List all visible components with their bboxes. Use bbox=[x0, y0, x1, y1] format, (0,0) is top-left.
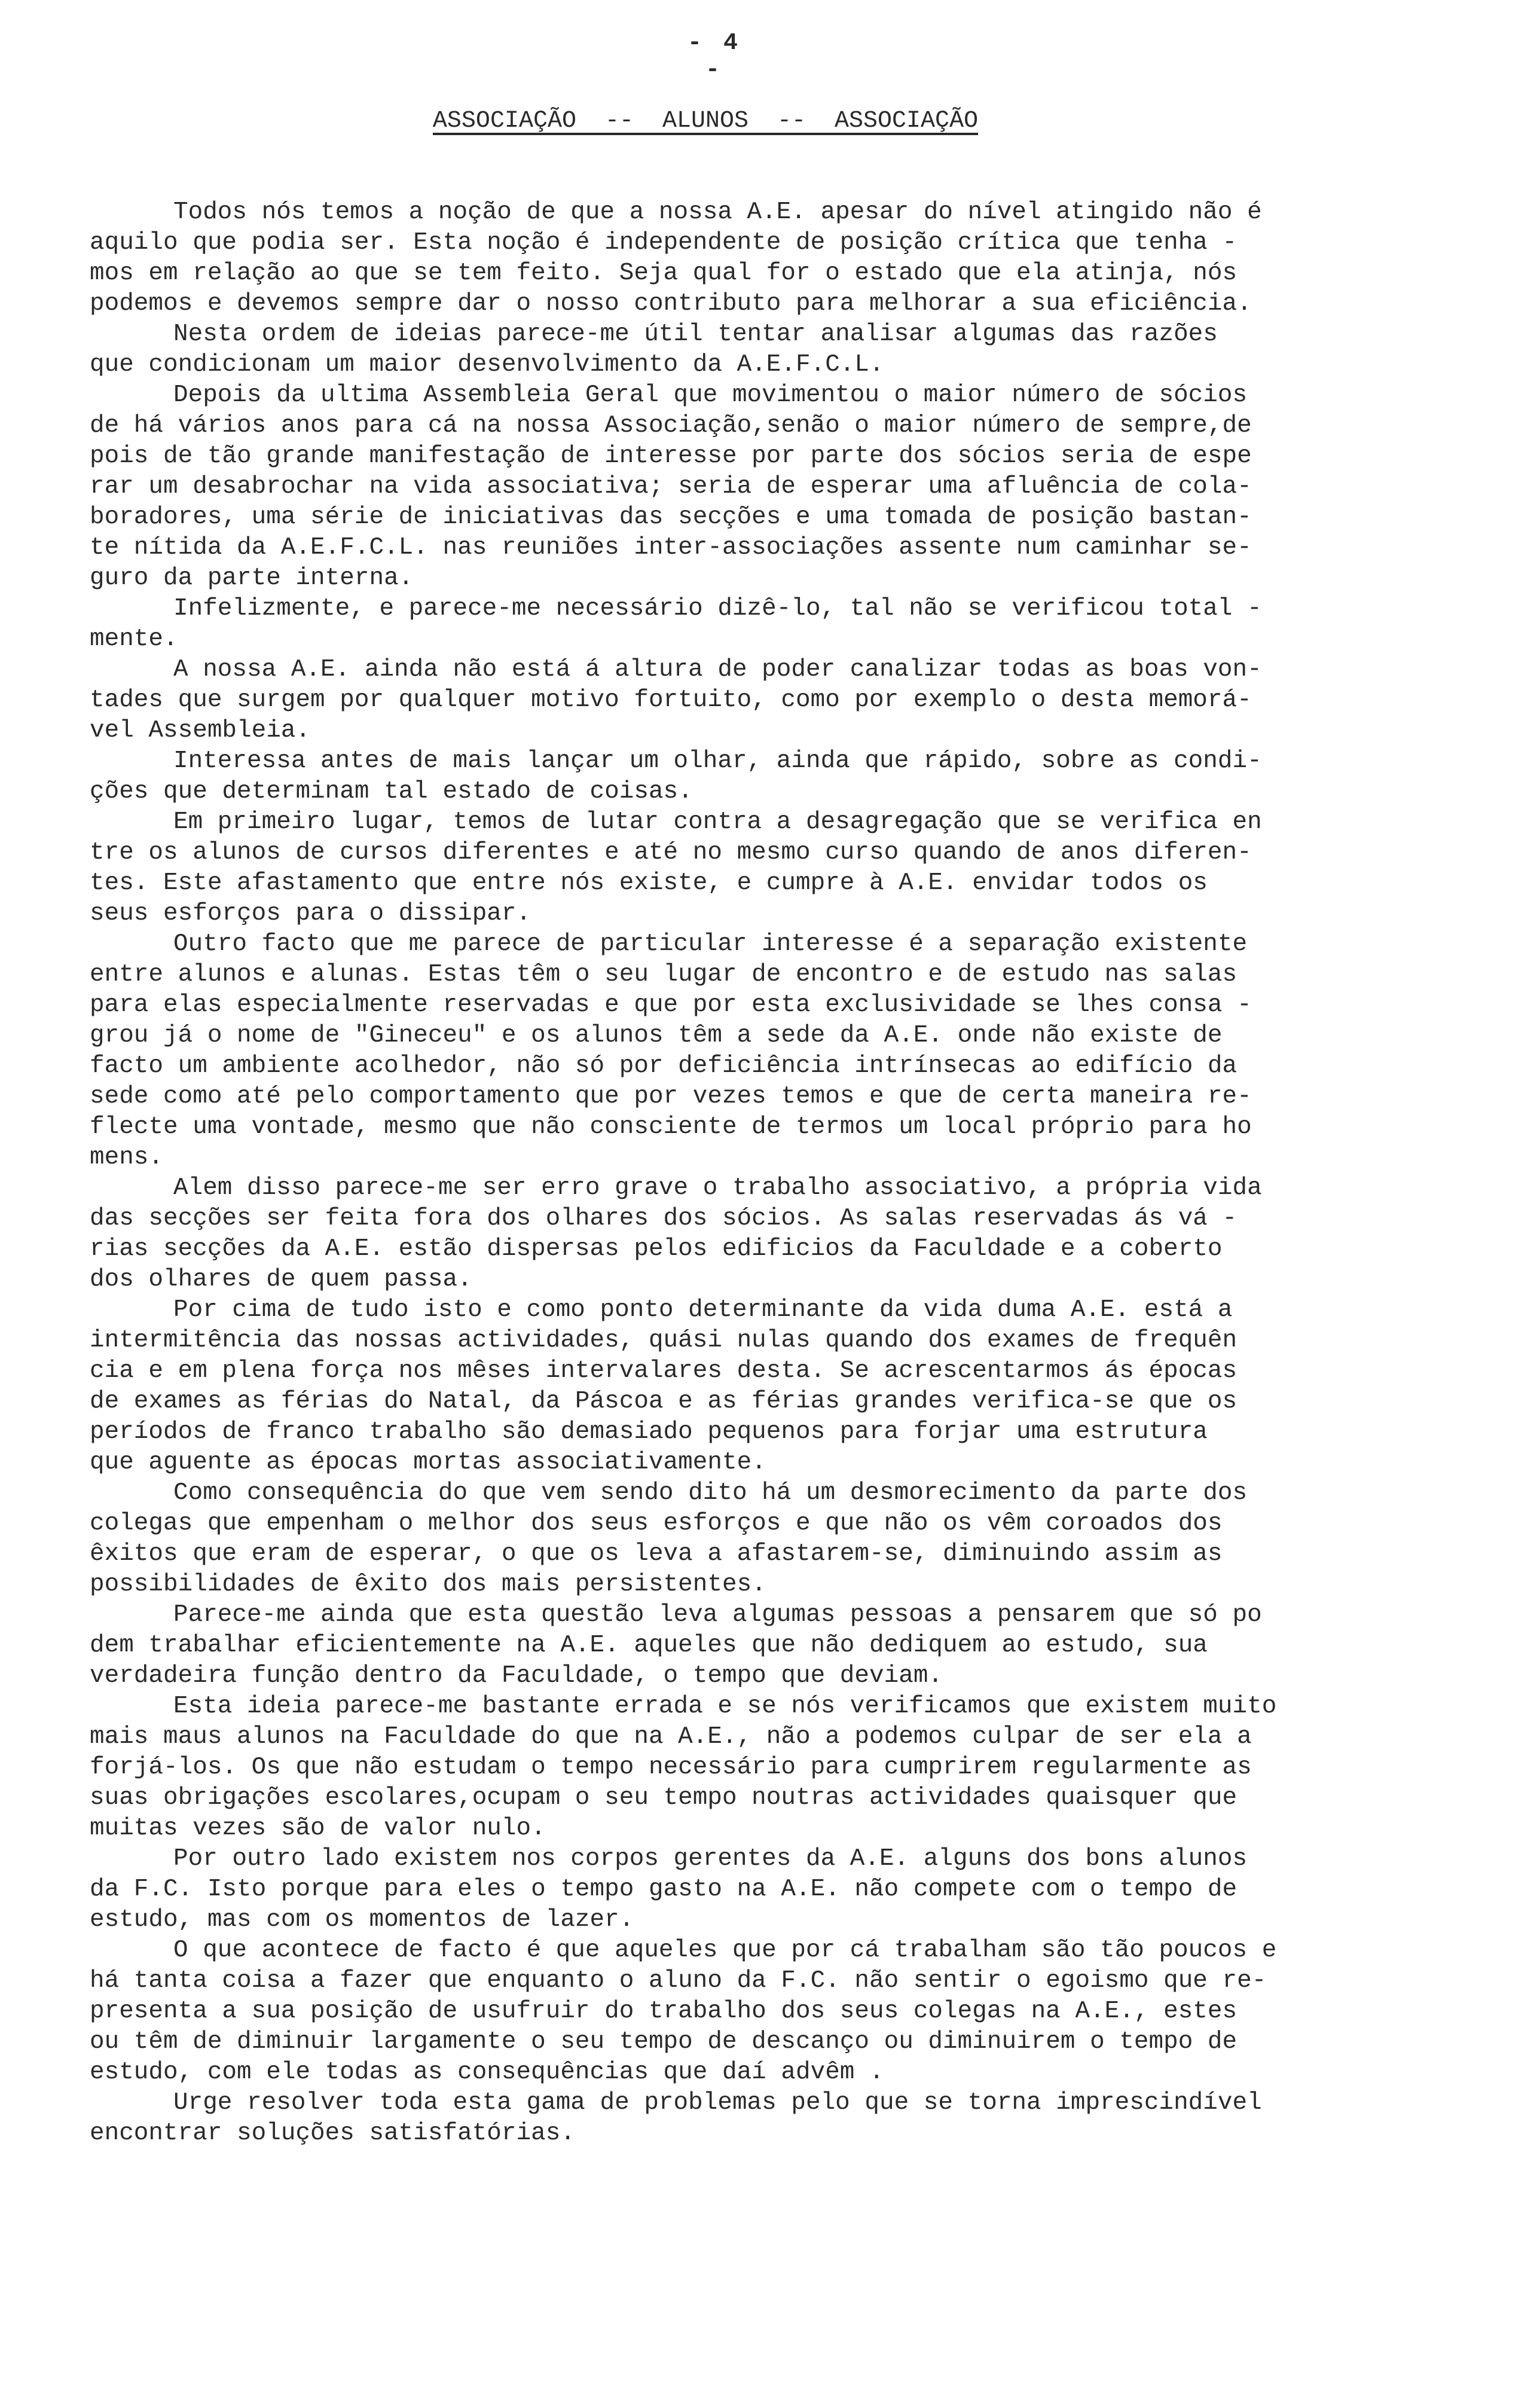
text-line: pois de tão grande manifestação de interesse por parte dos sócios seria de espe bbox=[90, 442, 1252, 470]
text-line: A nossa A.E. ainda não está á altura de poder canalizar todas as boas von- bbox=[173, 656, 1262, 683]
text-line: mais maus alunos na Faculdade do que na A.E., não a podemos culpar de ser ela a bbox=[90, 1723, 1252, 1751]
text-line: Outro facto que me parece de particular interesse é a separação existente bbox=[173, 930, 1248, 958]
text-line: possibilidades de êxito dos mais persistentes. bbox=[90, 1571, 766, 1598]
text-line: podemos e devemos sempre dar o nosso contributo para melhorar a sua eficiência. bbox=[90, 290, 1252, 317]
page-number: - 4 - bbox=[687, 30, 741, 84]
text-line: que condicionam um maior desenvolvimento da A.E.F.C.L. bbox=[90, 351, 884, 378]
text-line: facto um ambiente acolhedor, não só por deficiência intrínsecas ao edifício da bbox=[90, 1052, 1238, 1080]
text-line: flecte uma vontade, mesmo que não consciente de termos um local próprio para ho bbox=[90, 1113, 1252, 1141]
text-line: Depois da ultima Assembleia Geral que movimentou o maior número de sócios bbox=[173, 381, 1248, 409]
text-line: Urge resolver toda esta gama de problemas pelo que se torna imprescindível bbox=[173, 2089, 1262, 2117]
text-line: suas obrigações escolares,ocupam o seu tempo noutras actividades quaisquer que bbox=[90, 1784, 1238, 1812]
text-line: estudo, mas com os momentos de lazer. bbox=[90, 1906, 634, 1934]
text-line: dos olhares de quem passa. bbox=[90, 1266, 472, 1293]
text-line: tre os alunos de cursos diferentes e até no mesmo curso quando de anos diferen- bbox=[90, 839, 1252, 866]
text-line: te nítida da A.E.F.C.L. nas reuniões inter-associações assente num caminhar se- bbox=[90, 534, 1252, 561]
text-line: aquilo que podia ser. Esta noção é independente de posição crítica que tenha - bbox=[90, 229, 1238, 256]
text-line: intermitência das nossas actividades, quási nulas quando dos exames de frequên bbox=[90, 1327, 1238, 1354]
text-line: Nesta ordem de ideias parece-me útil tentar analisar algumas das razões bbox=[173, 320, 1218, 348]
text-line: verdadeira função dentro da Faculdade, o tempo que deviam. bbox=[90, 1662, 943, 1690]
text-line: O que acontece de facto é que aqueles que por cá trabalham são tão poucos e bbox=[173, 1937, 1277, 1964]
document-title: ASSOCIAÇÃO -- ALUNOS -- ASSOCIAÇÃO bbox=[432, 108, 979, 135]
text-line: rar um desabrochar na vida associativa; seria de esperar uma afluência de cola- bbox=[90, 473, 1252, 500]
text-line: dem trabalhar eficientemente na A.E. aqueles que não dediquem ao estudo, sua bbox=[90, 1632, 1208, 1659]
text-line: períodos de franco trabalho são demasiado pequenos para forjar uma estrutura bbox=[90, 1418, 1208, 1446]
text-line: Parece-me ainda que esta questão leva algumas pessoas a pensarem que só po bbox=[173, 1601, 1262, 1629]
text-line: Esta ideia parece-me bastante errada e se nós verificamos que existem muito bbox=[173, 1693, 1277, 1720]
text-line: das secções ser feita fora dos olhares dos sócios. As salas reservadas ás vá - bbox=[90, 1205, 1238, 1232]
text-line: estudo, com ele todas as consequências que daí advêm . bbox=[90, 2059, 884, 2086]
text-line: guro da parte interna. bbox=[90, 564, 414, 592]
text-line: êxitos que eram de esperar, o que os leva a afastarem-se, diminuindo assim as bbox=[90, 1540, 1223, 1568]
text-line: entre alunos e alunas. Estas têm o seu lugar de encontro e de estudo nas salas bbox=[90, 961, 1238, 988]
text-line: forjá-los. Os que não estudam o tempo necessário para cumprirem regularmente as bbox=[90, 1754, 1252, 1781]
text-line: colegas que empenham o melhor dos seus esforços e que não os vêm coroados dos bbox=[90, 1510, 1223, 1537]
text-line: rias secções da A.E. estão dispersas pelos edificios da Faculdade e a coberto bbox=[90, 1235, 1223, 1263]
text-line: tes. Este afastamento que entre nós existe, e cumpre à A.E. envidar todos os bbox=[90, 869, 1208, 897]
text-line: Interessa antes de mais lançar um olhar, ainda que rápido, sobre as condi- bbox=[173, 747, 1262, 775]
text-line: ções que determinam tal estado de coisas. bbox=[90, 778, 693, 805]
text-line: Como consequência do que vem sendo dito há um desmorecimento da parte dos bbox=[173, 1479, 1248, 1507]
text-line: mente. bbox=[90, 625, 178, 653]
text-line: presenta a sua posição de usufruir do trabalho dos seus colegas na A.E., estes bbox=[90, 1998, 1238, 2025]
text-line: que aguente as épocas mortas associativamente. bbox=[90, 1449, 766, 1476]
text-line: tades que surgem por qualquer motivo fortuito, como por exemplo o desta memorá- bbox=[90, 686, 1252, 714]
text-line: para elas especialmente reservadas e que por esta exclusividade se lhes consa - bbox=[90, 991, 1252, 1019]
text-line: cia e em plena força nos mêses intervalares desta. Se acrescentarmos ás épocas bbox=[90, 1357, 1238, 1385]
text-line: mens. bbox=[90, 1144, 164, 1171]
text-line: vel Assembleia. bbox=[90, 717, 311, 744]
text-line: Por cima de tudo isto e como ponto determinante da vida duma A.E. está a bbox=[173, 1296, 1233, 1324]
text-line: Todos nós temos a noção de que a nossa A.E. apesar do nível atingido não é bbox=[173, 198, 1262, 226]
text-line: de há vários anos para cá na nossa Associação,senão o maior número de sempre,de bbox=[90, 412, 1252, 439]
text-line: ou têm de diminuir largamente o seu tempo de descanço ou diminuirem o tempo de bbox=[90, 2028, 1238, 2056]
text-line: Infelizmente, e parece-me necessário dizê-lo, tal não se verificou total - bbox=[173, 595, 1262, 622]
text-line: Em primeiro lugar, temos de lutar contra a desagregação que se verifica en bbox=[173, 808, 1262, 836]
text-line: Por outro lado existem nos corpos gerentes da A.E. alguns dos bons alunos bbox=[173, 1845, 1248, 1873]
text-line: da F.C. Isto porque para eles o tempo gasto na A.E. não compete com o tempo de bbox=[90, 1876, 1238, 1903]
text-line: muitas vezes são de valor nulo. bbox=[90, 1815, 546, 1842]
text-line: há tanta coisa a fazer que enquanto o aluno da F.C. não sentir o egoismo que re- bbox=[90, 1967, 1267, 1995]
text-line: Alem disso parece-me ser erro grave o trabalho associativo, a própria vida bbox=[173, 1174, 1262, 1202]
text-line: boradores, uma série de iniciativas das secções e uma tomada de posição bastan- bbox=[90, 503, 1252, 531]
text-line: sede como até pelo comportamento que por vezes temos e que de certa maneira re- bbox=[90, 1083, 1252, 1110]
text-line: grou já o nome de "Gineceu" e os alunos têm a sede da A.E. onde não existe de bbox=[90, 1022, 1223, 1049]
text-line: encontrar soluções satisfatórias. bbox=[90, 2120, 575, 2147]
body-text bbox=[90, 197, 1285, 2149]
text-line: seus esforços para o dissipar. bbox=[90, 900, 531, 927]
text-line: mos em relação ao que se tem feito. Seja qual for o estado que ela atinja, nós bbox=[90, 259, 1238, 287]
text-line: de exames as férias do Natal, da Páscoa e as férias grandes verifica-se que os bbox=[90, 1388, 1238, 1415]
